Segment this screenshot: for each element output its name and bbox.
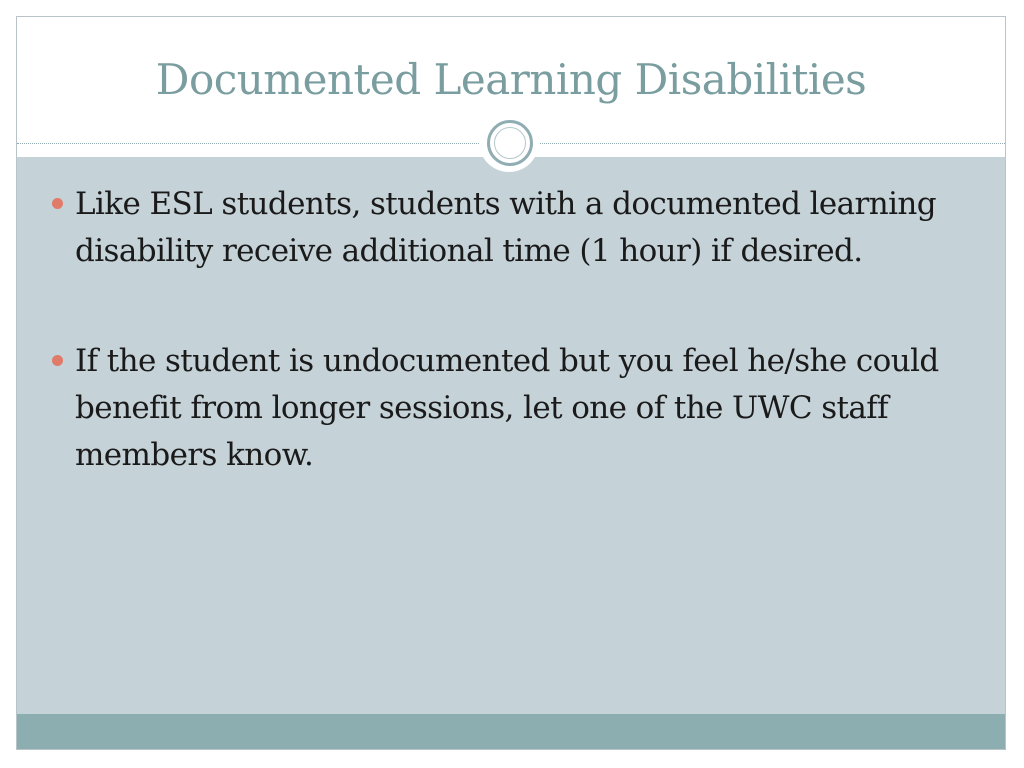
bullet-icon <box>52 198 63 209</box>
bullet-item <box>75 181 975 275</box>
ornament-inner-ring <box>494 127 526 159</box>
bullet-text: Like ESL students, students with a documented learning disability receive additional time (1 hour) if desired. <box>75 186 937 269</box>
slide-title: Documented Learning Disabilities <box>155 55 867 104</box>
circle-ornament-icon <box>479 112 539 172</box>
footer-bar <box>17 714 1005 749</box>
bullet-text: If the student is undocumented but you feel he/she could benefit from longer sessions, let one of the UWC staff members know. <box>75 343 939 473</box>
ornament-outer-ring <box>487 120 533 166</box>
bullet-item <box>75 338 975 479</box>
slide <box>16 16 1006 750</box>
bullet-list <box>75 181 975 542</box>
bullet-icon <box>52 355 63 366</box>
